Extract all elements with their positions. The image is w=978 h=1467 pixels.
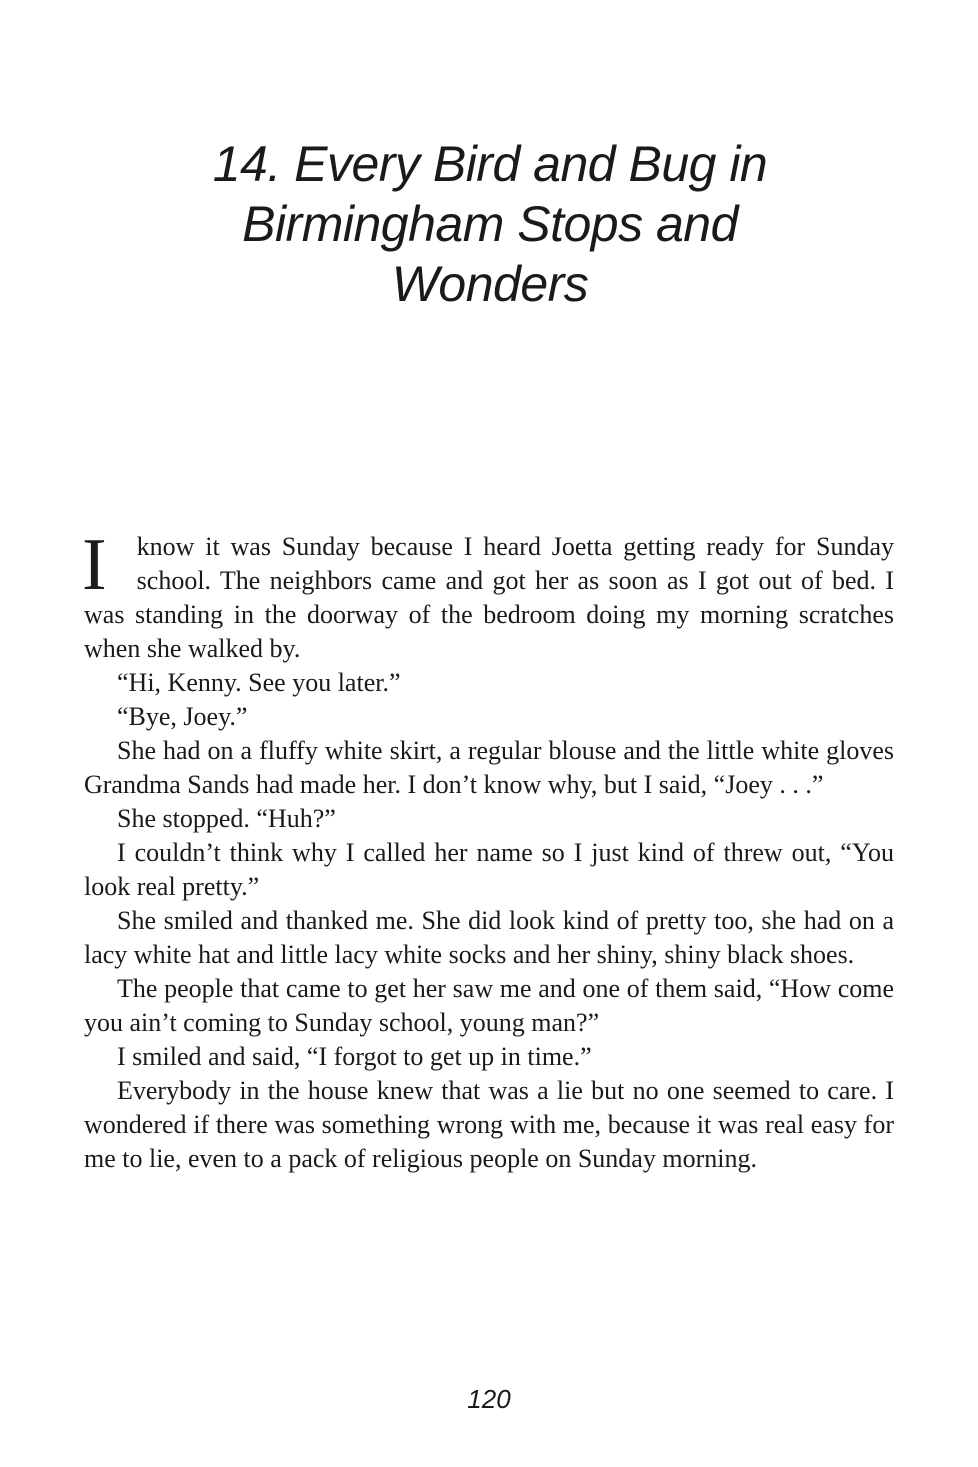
paragraph-8: The people that came to get her saw me and one of them said, “How come you ain’t coming to Sunday school, young man?” [84, 974, 894, 1037]
paragraph-1 [82, 524, 894, 666]
drop-cap: I [82, 524, 107, 606]
paragraph-10: Everybody in the house knew that was a lie but no one seemed to care. I wondered if there was something wrong with me, because it was real easy for me to lie, even to a pack of religious people on Sunday morning. [84, 1076, 894, 1173]
chapter-title: 14. Every Bird and Bug in Birmingham Stops and Wonders [212, 136, 768, 312]
page-number: 120 [467, 1384, 511, 1414]
chapter-body [82, 524, 894, 1176]
paragraph-9: I smiled and said, “I forgot to get up in time.” [117, 1042, 592, 1071]
paragraph-6: I couldn’t think why I called her name so I just kind of threw out, “You look real pretty.” [84, 838, 894, 901]
paragraph-5: She stopped. “Huh?” [117, 804, 336, 833]
paragraph-2: “Hi, Kenny. See you later.” [117, 668, 401, 697]
paragraph-1-text: know it was Sunday because I heard Joetta getting ready for Sunday school. The neighbors came and got her as soon as I got out of bed. I was standing in the doorway of the bedroom doing my morning scratches when she walked by. [84, 532, 894, 663]
paragraph-7: She smiled and thanked me. She did look kind of pretty too, she had on a lacy white hat and little lacy white socks and her shiny, shiny black shoes. [84, 906, 894, 969]
paragraph-3: “Bye, Joey.” [117, 702, 248, 731]
paragraph-4: She had on a fluffy white skirt, a regular blouse and the little white gloves Grandma Sands had made her. I don’t know why, but I said, “Joey . . .” [84, 736, 894, 799]
